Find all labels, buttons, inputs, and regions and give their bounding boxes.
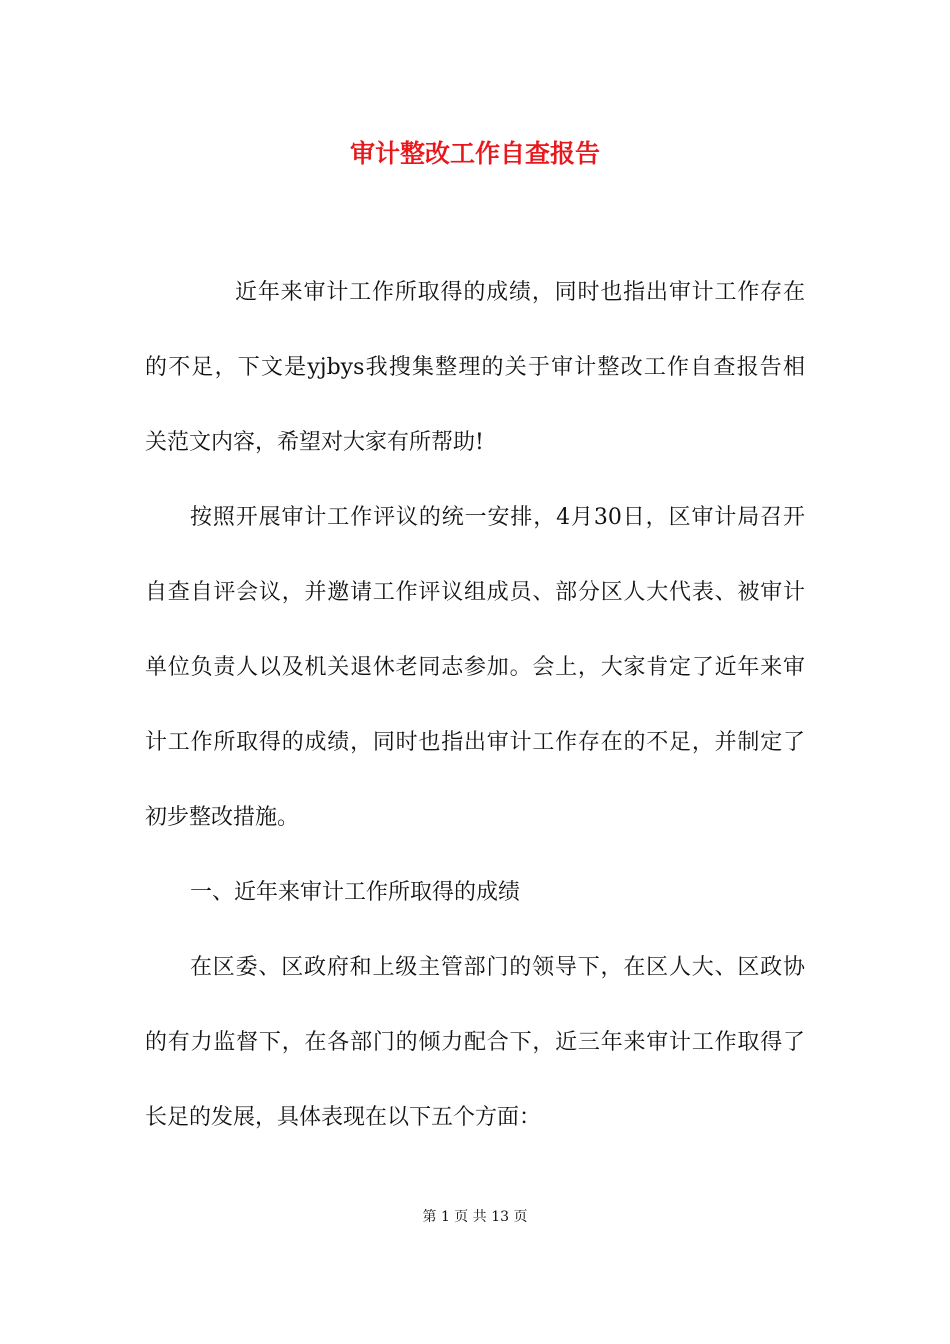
page-footer: 第 1 页 共 13 页	[422, 1209, 528, 1225]
section-heading: 一、近年来审计工作所取得的成绩	[190, 880, 521, 905]
body-line: 计工作所取得的成绩，同时也指出审计工作存在的不足，并制定了	[145, 730, 805, 755]
body-line: 关范文内容，希望对大家有所帮助!	[145, 430, 484, 455]
body-line: 近年来审计工作所取得的成绩，同时也指出审计工作存在	[235, 280, 805, 305]
body-line: 长足的发展，具体表现在以下五个方面：	[145, 1105, 542, 1130]
body-line: 的不足，下文是yjbys我搜集整理的关于审计整改工作自查报告相	[145, 355, 805, 380]
body-line: 自查自评会议，并邀请工作评议组成员、部分区人大代表、被审计	[145, 580, 805, 605]
body-line: 在区委、区政府和上级主管部门的领导下，在区人大、区政协	[190, 955, 805, 980]
document-title: 审计整改工作自查报告	[349, 139, 600, 168]
body-line: 单位负责人以及机关退休老同志参加。会上，大家肯定了近年来审	[145, 655, 805, 680]
body-line: 按照开展审计工作评议的统一安排，4月30日，区审计局召开	[190, 505, 805, 530]
body-line: 的有力监督下，在各部门的倾力配合下，近三年来审计工作取得了	[145, 1030, 805, 1055]
body-line: 初步整改措施。	[145, 805, 300, 830]
